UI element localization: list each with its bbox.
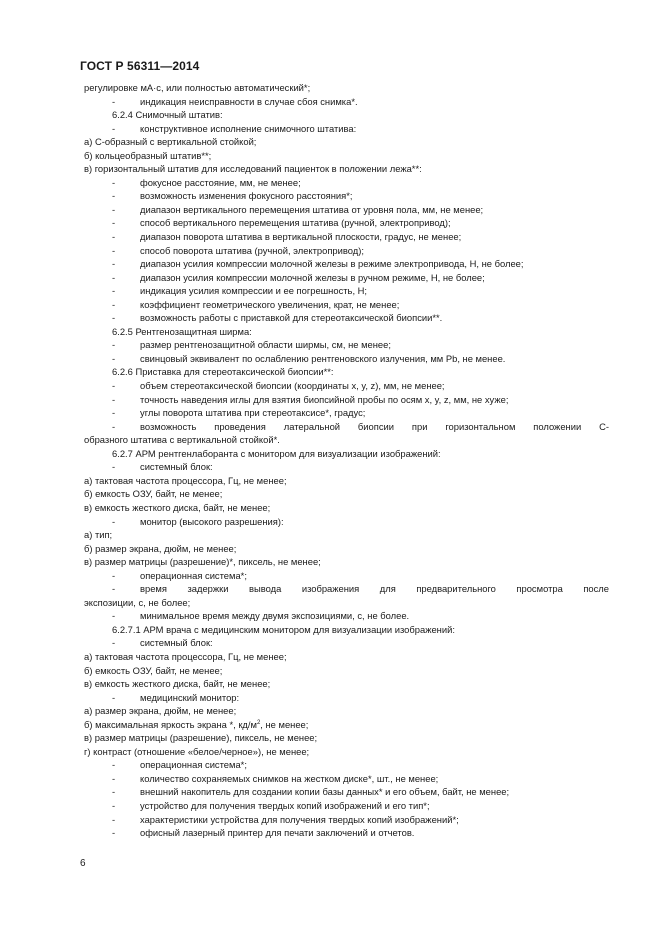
text-line: экспозиции, с, не более; (84, 596, 191, 608)
text-line: а) размер экрана, дюйм, не менее; (84, 705, 237, 717)
list-item: - свинцовый эквивалент по ослаблению рентгеновского излучения, мм Pb, не менее. (84, 352, 609, 366)
text-line: в) емкость жесткого диска, байт, не менее; (84, 678, 271, 690)
text-line: образного штатива с вертикальной стойкой*. (84, 434, 280, 446)
text-line: а) тактовая частота процессора, Гц, не менее; (84, 650, 287, 662)
text-line: в) горизонтальный штатив для исследований пациенток в положении лежа**: (84, 163, 422, 175)
list-item: - способ вертикального перемещения штатива (ручной, электропривод); (84, 216, 609, 230)
text-line: б) емкость ОЗУ, байт, не менее; (84, 488, 223, 500)
text-line: б) размер экрана, дюйм, не менее; (84, 542, 237, 554)
list-item: - возможность проведения латеральной биопсии при горизонтальном положении С- (84, 420, 609, 434)
list-item: - системный блок: (84, 460, 609, 474)
list-item: - устройство для получения твердых копий изображений и его тип*; (84, 799, 609, 813)
text-segment: , не менее; (260, 718, 309, 730)
list-item: - количество сохраняемых снимков на жестком диске*, шт., не менее; (84, 772, 609, 786)
text-line: б) емкость ОЗУ, байт, не менее; (84, 664, 223, 676)
list-item: - монитор (высокого разрешения): (84, 515, 609, 529)
text-line: б) кольцеобразный штатив**; (84, 149, 212, 161)
text-line: в) размер матрицы (разрешение), пиксель, не менее; (84, 732, 318, 744)
section-heading: 6.2.7.1 АРМ врача с медицинским монитором для визуализации изображений: (112, 623, 455, 635)
document-body (84, 81, 609, 840)
list-item: - индикация усилия компрессии и ее погрешность, Н; (84, 284, 609, 298)
list-item: - конструктивное исполнение снимочного штатива: (84, 122, 609, 136)
list-item: - операционная система*; (84, 569, 609, 583)
text-line: а) тактовая частота процессора, Гц, не менее; (84, 474, 287, 486)
section-heading: 6.2.7 АРМ рентгенлаборанта с монитором для визуализации изображений: (112, 447, 441, 459)
section-heading: 6.2.6 Приставка для стереотаксической биопсии**: (112, 366, 334, 378)
list-item: - объем стереотаксической биопсии (координаты x, y, z), мм, не менее; (84, 379, 609, 393)
text-line (84, 718, 609, 732)
superscript: 2 (256, 719, 261, 726)
section-heading: 6.2.5 Рентгенозащитная ширма: (112, 325, 252, 337)
list-item: - медицинский монитор: (84, 691, 609, 705)
text-line: в) емкость жесткого диска, байт, не менее; (84, 501, 271, 513)
list-item: - характеристики устройства для получения твердых копий изображений*; (84, 813, 609, 827)
text-line: а) С-образный с вертикальной стойкой; (84, 136, 257, 148)
text-line: г) контраст (отношение «белое/черное»), не менее; (84, 745, 310, 757)
text-line: регулировке мА·с, или полностью автоматический*; (84, 82, 311, 93)
list-item: - коэффициент геометрического увеличения, крат, не менее; (84, 298, 609, 312)
text-line: в) размер матрицы (разрешение)*, пиксель, не менее; (84, 556, 321, 568)
text-line: а) тип; (84, 529, 113, 541)
list-item: - внешний накопитель для создании копии базы данных* и его объем, байт, не менее; (84, 785, 609, 799)
section-heading: 6.2.4 Снимочный штатив: (112, 109, 223, 121)
list-item: - диапазон вертикального перемещения штатива от уровня пола, мм, не менее; (84, 203, 609, 217)
list-item: - системный блок: (84, 636, 609, 650)
list-item: - офисный лазерный принтер для печати заключений и отчетов. (84, 826, 609, 840)
list-item: - диапазон усилия компрессии молочной железы в режиме электропривода, Н, не более; (84, 257, 609, 271)
list-item: - операционная система*; (84, 758, 609, 772)
list-item: - индикация неисправности в случае сбоя снимка*. (84, 95, 609, 109)
list-item: - диапазон усилия компрессии молочной железы в ручном режиме, Н, не более; (84, 271, 609, 285)
list-item: - точность наведения иглы для взятия биопсийной пробы по осям x, y, z, мм, не хуже; (84, 393, 609, 407)
list-item: - фокусное расстояние, мм, не менее; (84, 176, 609, 190)
document-header: ГОСТ Р 56311—2014 (80, 59, 200, 73)
list-item: - размер рентгенозащитной области ширмы, см, не менее; (84, 338, 609, 352)
list-item: - время задержки вывода изображения для предварительного просмотра после (84, 582, 609, 596)
list-item: - минимальное время между двумя экспозициями, с, не более. (84, 609, 609, 623)
list-item: - углы поворота штатива при стереотаксисе*, градус; (84, 406, 609, 420)
list-item: - диапазон поворота штатива в вертикальной плоскости, градус, не менее; (84, 230, 609, 244)
page-number: 6 (80, 858, 86, 869)
list-item: - возможность изменения фокусного расстояния*; (84, 189, 609, 203)
text-segment: б) максимальная яркость экрана *, кд/м (84, 718, 257, 730)
list-item: - возможность работы с приставкой для стереотаксической биопсии**. (84, 311, 609, 325)
list-item: - способ поворота штатива (ручной, электропривод); (84, 244, 609, 258)
